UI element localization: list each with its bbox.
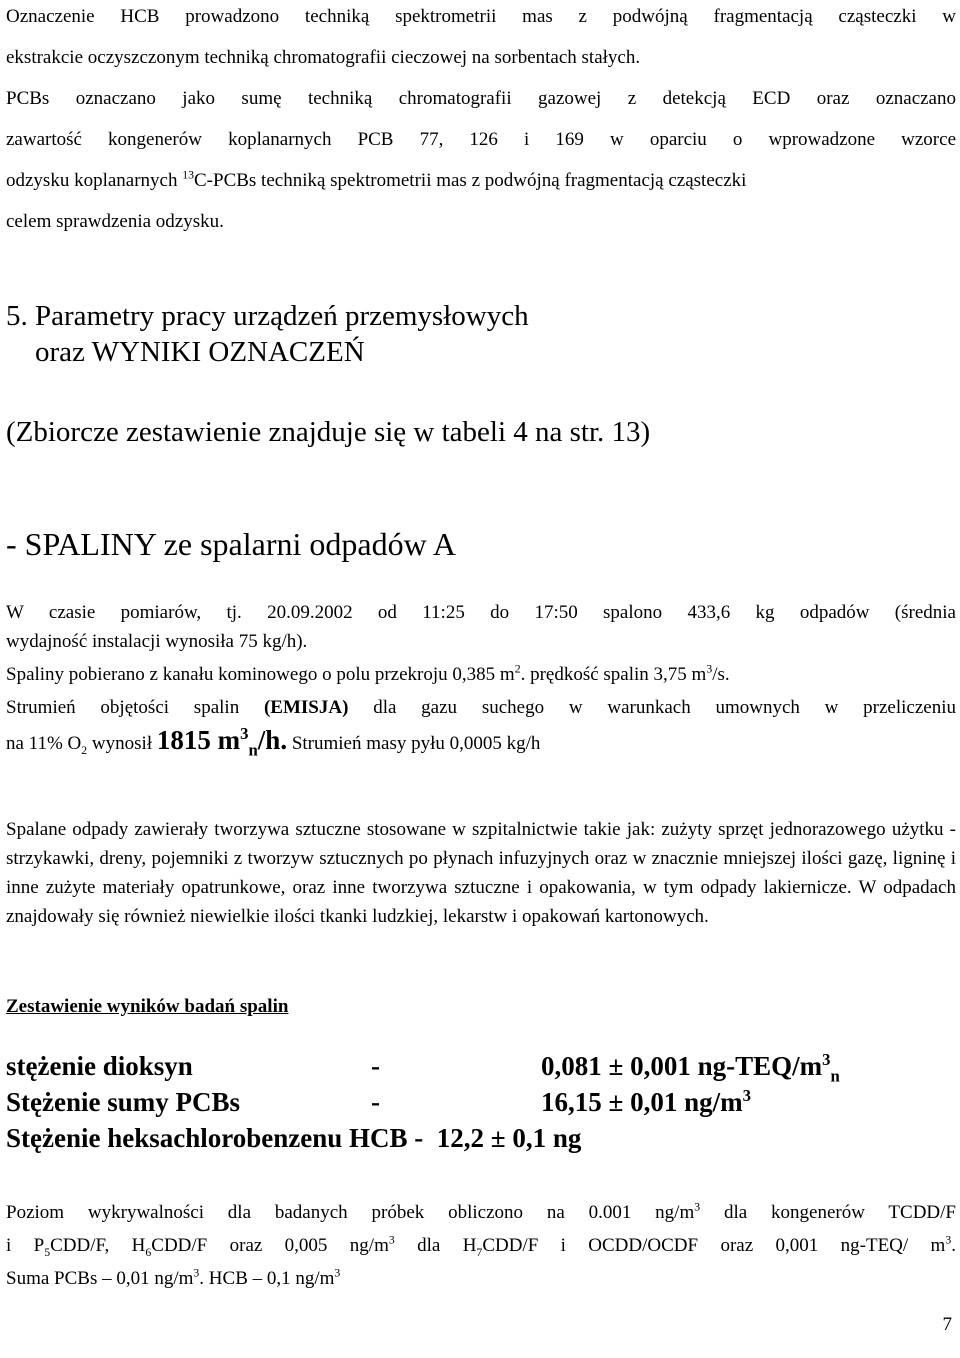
detect-line: i $P_5CDD/F$, $H_6CDD/F$ oraz 0,005 $ng/m^3$ dla $H_7CDD/F$ i OCDD/OCDF oraz 0,001 ng-TEQ/ $m^3$. [6,1233,956,1259]
emission-value: 1815 $m^3_n/h$. [156,724,288,760]
section-title-line-2: oraz WYNIKI OZNACZEŃ [35,336,365,368]
measurement-paragraph [6,598,956,758]
result-row-dioxins: stężenie dioksyn - 0,081 ± 0,001 $ng-TEQ/m^3_n$ [6,1050,840,1086]
detection-paragraph [6,1196,956,1295]
intro-line: celem sprawdzenia odzysku. [6,211,224,232]
intro-line: zawartość kongenerów koplanarnych PCB 77, 126 i 169 w oparciu o wprowadzone wzorce [6,129,956,150]
intro-line: ekstrakcie oczyszczonym techniką chromatografii cieczowej na sorbentach stałych. [6,47,641,68]
detect-line: Poziom wykrywalności dla badanych próbek obliczono na 0.001 $ng/m^3$ dla kongenerów TCDD/F [6,1200,956,1223]
result-row-pcbs: Stężenie sumy PCBs - 16,15 ± 0,01 $ng/m^3$ [6,1086,751,1117]
section-heading [6,298,956,370]
results-table [6,1048,956,1156]
summary-note: (Zbiorcze zestawienie znajduje się w tabeli 4 na str. 13) [6,416,651,448]
intro-line: PCBs oznaczano jako sumę techniką chromatografii gazowej z detekcją ECD oraz oznaczano [6,88,956,109]
intro-line: odzysku koplanarnych $^{13}$C-PCBs techniką spektrometrii mas z podwójną fragmentacją cząsteczki [6,168,747,191]
emission-line: na 11% $O_2$ wynosił 1815 $m^3_n/h$. Strumień masy pyłu 0,0005 kg/h [6,724,541,760]
measure-line: Strumień objętości spalin (EMISJA) dla gazu suchego w warunkach umownych w przeliczeniu [6,697,956,718]
spaliny-heading: - SPALINY ze spalarni odpadów A [6,526,457,562]
page-number: 7 [942,1314,952,1335]
intro-line: Oznaczenie HCB prowadzono techniką spektrometrii mas z podwójną fragmentacją cząsteczki w [6,6,956,27]
measure-line: W czasie pomiarów, tj. 20.09.2002 od 11:25 do 17:50 spalono 433,6 kg odpadów (średnia [6,602,956,623]
detect-line: Suma PCBs – 0,01 $ng/m^3$. HCB – 0,1 $ng/m^3$ [6,1266,341,1289]
measure-line: wydajność instalacji wynosiła 75 kg/h). [6,631,308,652]
results-title: Zestawienie wyników badań spalin [6,996,289,1017]
waste-paragraph: Spalane odpady zawierały tworzywa sztuczne stosowane w szpitalnictwie takie jak: zużyty sprzęt jednorazowego użytku - strzykawki, dreny, pojemniki z tworzyw sztucznych po płynach infuzyjnych oraz w znacznie mniejszej ilości gazę, ligninę i inne zużyte materiały opatrunkowe, oraz inne tworzywa sztuczne i opakowania, w tym odpady lakiernicze. W odpadach znajdowały się również niewielkie ilości tkanki ludzkiej, lekarstw i opakowań kartonowych. [6,819,956,927]
section-title-line-1: 5. Parametry pracy urządzeń przemysłowych [6,300,529,332]
measure-line: Spaliny pobierano z kanału kominowego o polu przekroju 0,385 $m^2$. prędkość spalin 3,75 $m^3/s$. [6,662,730,685]
intro-paragraph [6,0,956,242]
result-row-hcb: Stężenie heksachlorobenzenu HCB - 12,2 ± 0,1 ng [6,1123,582,1153]
